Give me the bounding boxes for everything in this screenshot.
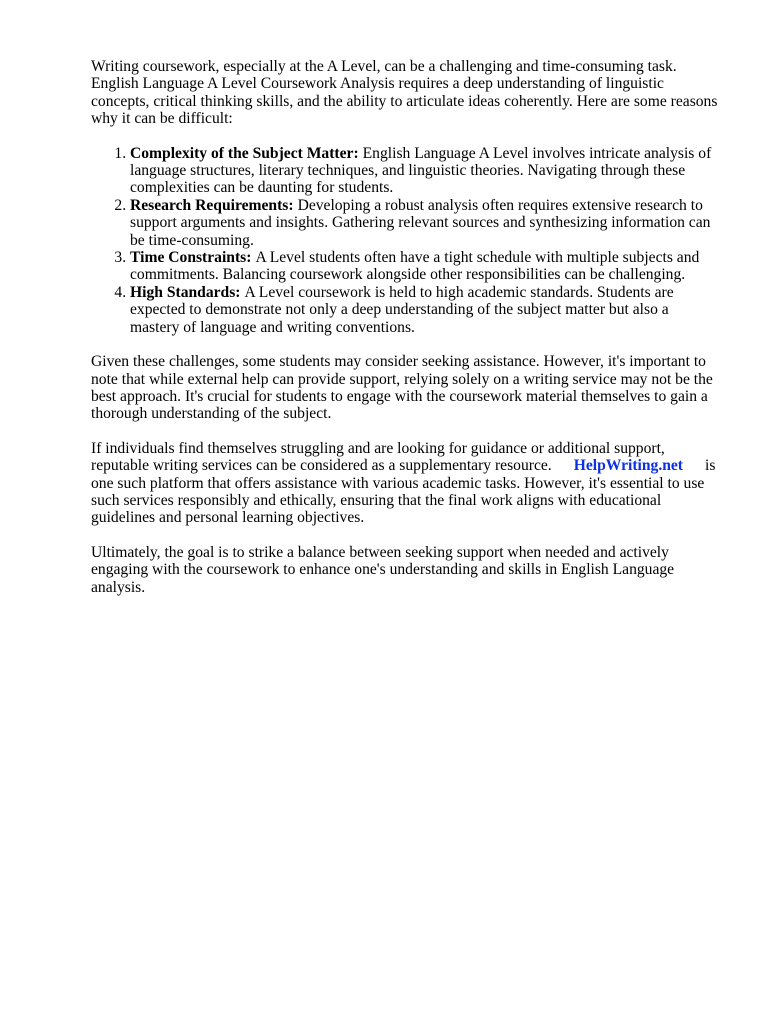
reason-title: Complexity of the Subject Matter: [130,144,359,162]
intro-paragraph: Writing coursework, especially at the A Level, can be a challenging and time-consuming task. English Language A Level Coursework Analysis requires a deep understanding of linguistic concepts, critical thinking skills, and the ability to articulate ideas coherently. Here are some reasons why it can be difficult: [91,58,718,128]
reason-title: High Standards: [130,283,241,301]
conclusion-paragraph: Ultimately, the goal is to strike a balance between seeking support when needed and actively engaging with the coursework to enhance one's understanding and skills in English Language analysis. [91,543,675,596]
reason-text: A Level students often have a tight schedule with multiple subjects and commitments. Balancing coursework alongside other responsibilities can be challenging. [130,249,700,284]
list-item [130,284,721,336]
reason-title: Time Constraints: [130,249,252,267]
helpwriting-link[interactable]: HelpWriting.net [573,457,684,475]
reasons-list [91,145,721,336]
reason-text: A Level coursework is held to high academic standards. Students are expected to demonstrate not only a deep understanding of the subject matter but also a mastery of language and writing conventions. [130,283,674,336]
reason-text: Developing a robust analysis often requires extensive research to support arguments and insights. Gathering relevant sources and synthesizing information can be time-consuming. [130,196,711,249]
reason-text: English Language A Level involves intricate analysis of language structures, literary techniques, and linguistic theories. Navigating through these complexities can be daunting for students. [130,144,712,197]
list-item [130,145,721,197]
assistance-text-after: is one such platform that offers assistance with various academic tasks. However, it's essential to use such services responsibly and ethically, ensuring that the final work aligns with educational guidelines and personal learning objectives. [91,457,716,527]
assistance-text-before: If individuals find themselves struggling and are looking for guidance or additional support, reputable writing services can be considered as a supplementary resource. [91,439,665,475]
assistance-paragraph [91,440,721,527]
reason-title: Research Requirements: [130,196,294,214]
challenges-paragraph: Given these challenges, some students may consider seeking assistance. However, it's important to note that while external help can provide support, relying solely on a writing service may not be the best approach. It's crucial for students to engage with the coursework material themselves to gain a thorough understanding of the subject. [91,353,713,423]
document-body [91,58,721,613]
list-item [130,249,721,284]
list-item [130,197,721,249]
